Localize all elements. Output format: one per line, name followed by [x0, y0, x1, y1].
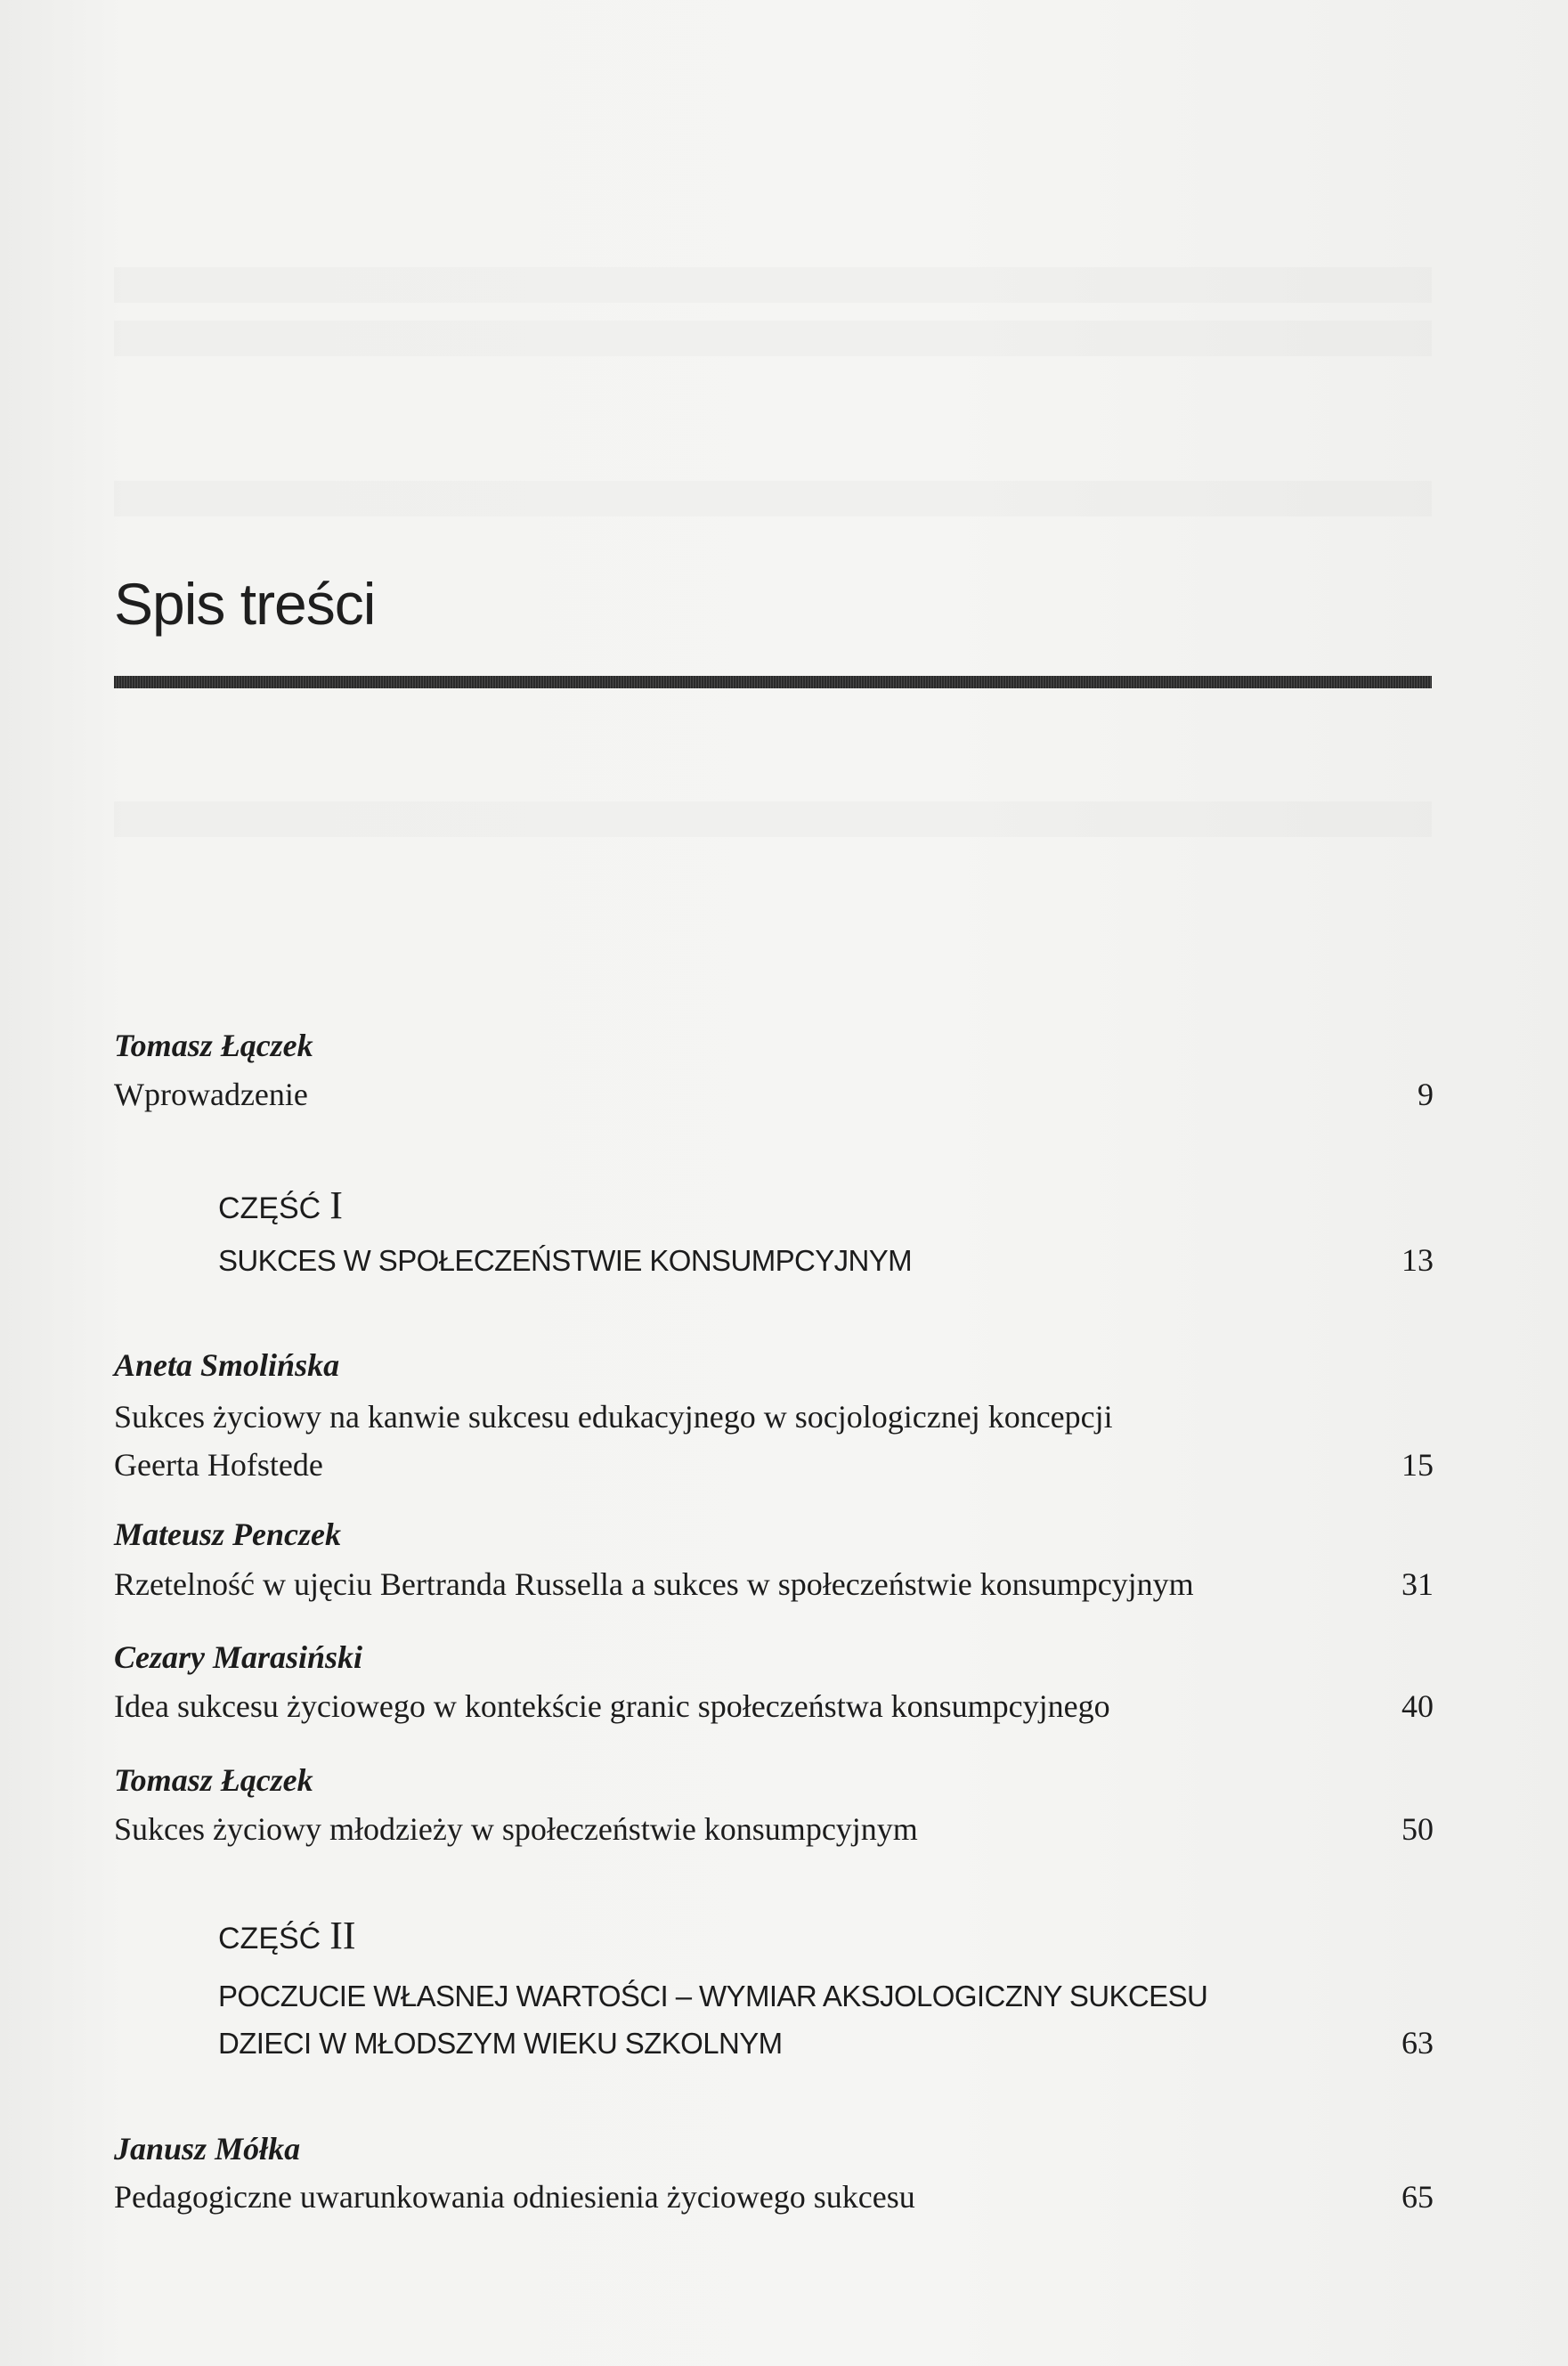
entry-author: Tomasz Łączek [114, 1028, 313, 1063]
part-number: II [329, 1914, 356, 1957]
part-title [218, 1973, 1434, 2067]
part-title-line: DZIECI W MŁODSZYM WIEKU SZKOLNYM [218, 2027, 783, 2060]
entry-title: Idea sukcesu życiowego w kontekście granic społeczeństwa konsumpcyjnego [114, 1688, 1110, 1724]
part-heading [218, 1183, 343, 1228]
toc-entry [114, 1393, 1434, 1489]
entry-page-number: 15 [1401, 1447, 1434, 1483]
entry-title: Wprowadzenie [114, 1077, 308, 1112]
show-through [114, 267, 1432, 303]
page-title: Spis treści [114, 571, 376, 637]
part-label: CZĘŚĆ [218, 1191, 321, 1225]
entry-title: Geerta Hofstede [114, 1447, 323, 1483]
part-title [218, 1237, 1434, 1284]
show-through [114, 801, 1432, 837]
part-heading [218, 1913, 356, 1958]
part-page-number: 13 [1401, 1242, 1434, 1278]
show-through [114, 321, 1432, 356]
entry-page-number: 9 [1418, 1077, 1434, 1112]
entry-page-number: 50 [1401, 1811, 1434, 1847]
entry-title: Sukces życiowy młodzieży w społeczeństwie konsumpcyjnym [114, 1811, 918, 1847]
entry-author: Aneta Smolińska [114, 1347, 340, 1383]
part-label: CZĘŚĆ [218, 1922, 321, 1955]
part-title-line: POCZUCIE WŁASNEJ WARTOŚCI – WYMIAR AKSJOLOGICZNY SUKCESU [218, 1980, 1208, 2012]
toc-entry [114, 1682, 1434, 1730]
entry-author: Janusz Mółka [114, 2131, 301, 2167]
entry-page-number: 40 [1401, 1688, 1434, 1724]
entry-page-number: 31 [1401, 1566, 1434, 1602]
part-title-line: SUKCES W SPOŁECZEŃSTWIE KONSUMPCYJNYM [218, 1244, 913, 1277]
toc-entry [114, 1805, 1434, 1853]
title-rule [114, 676, 1432, 688]
toc-entry [114, 1560, 1434, 1608]
part-page-number: 63 [1401, 2025, 1434, 2061]
toc-entry [114, 2173, 1434, 2221]
entry-title: Sukces życiowy na kanwie sukcesu edukacyjnego w socjologicznej koncepcji [114, 1399, 1113, 1435]
entry-author: Mateusz Penczek [114, 1516, 341, 1552]
show-through [114, 481, 1432, 516]
toc-entry [114, 1070, 1434, 1118]
entry-title: Rzetelność w ujęciu Bertranda Russella a sukces w społeczeństwie konsumpcyjnym [114, 1566, 1194, 1602]
entry-page-number: 65 [1401, 2179, 1434, 2215]
entry-author: Cezary Marasiński [114, 1639, 363, 1675]
entry-title: Pedagogiczne uwarunkowania odniesienia życiowego sukcesu [114, 2179, 915, 2215]
entry-author: Tomasz Łączek [114, 1762, 313, 1798]
part-number: I [329, 1183, 343, 1227]
